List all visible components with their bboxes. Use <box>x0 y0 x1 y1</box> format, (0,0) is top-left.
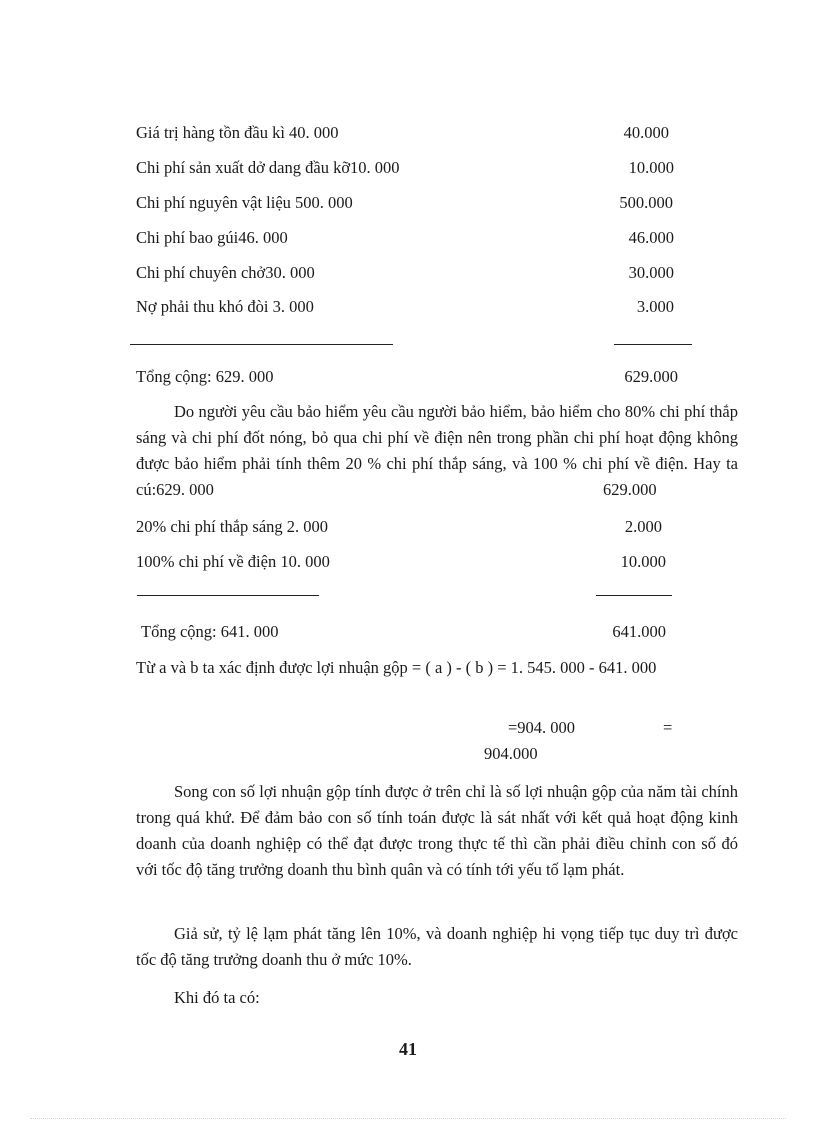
gross-profit-value: 904.000 <box>484 744 538 763</box>
paragraph-adjustment-text: Song con số lợi nhuận gộp tính được ở trên chỉ là số lợi nhuận gộp của năm tài chính trong quá khứ. Để đảm bảo con số tính toán được là sát nhất với kết quả hoạt động kinh doanh của doanh nghiệp có thể đạt được trong thực tế thì cần phải điều chỉnh con số đó với tốc độ tăng trưởng doanh thu bình quân và có tính tới yếu tố lạm phát. <box>136 782 738 879</box>
total-amount: 629.000 <box>624 367 678 386</box>
cost-item-label: Chi phí bao gúi46. 000 <box>136 228 288 247</box>
cost-item-label: Nợ phải thu khó đòi 3. 000 <box>136 297 314 316</box>
extra-item-amount: 2.000 <box>624 517 662 536</box>
cost-item-amount: 40.000 <box>623 123 669 142</box>
cost-item-label: Chi phí sản xuất dở dang đầu kỡ10. 000 <box>136 158 400 177</box>
cost-item-label: Chi phí nguyên vật liệu 500. 000 <box>136 193 353 212</box>
cost-item-amount: 10.000 <box>628 158 674 177</box>
gross-profit-equals: = <box>663 718 673 737</box>
total-amount: 641.000 <box>612 622 666 641</box>
gross-profit-line: Từ a và b ta xác định được lợi nhuận gộp = ( a ) - ( b ) = 1. 545. 000 - 641. 000 <box>136 658 657 677</box>
cost-item-amount: 46.000 <box>628 228 674 247</box>
paragraph-inflation-text: Giả sử, tỷ lệ lạm phát tăng lên 10%, và doanh nghiệp hi vọng tiếp tục duy trì được tốc độ tăng trưởng doanh thu ở mức 10%. <box>136 924 738 969</box>
total-label: Tổng cộng: 629. 000 <box>136 367 274 386</box>
separator-rule-right <box>596 595 672 596</box>
separator-rule-left <box>137 595 319 596</box>
extra-item-label: 100% chi phí về điện 10. 000 <box>136 552 330 571</box>
paragraph-conclusion-text: Khi đó ta có: <box>174 988 260 1007</box>
cost-item-label: Giá trị hàng tồn đầu kì 40. 000 <box>136 123 339 142</box>
paragraph-adjustment <box>136 779 738 883</box>
extra-item-amount: 10.000 <box>620 552 666 571</box>
cost-item-amount: 3.000 <box>636 297 674 316</box>
gross-profit-result: =904. 000 <box>508 718 576 737</box>
separator-rule-left <box>130 344 393 345</box>
paragraph-insurance <box>136 399 738 503</box>
page-bottom-border <box>30 1118 786 1119</box>
extra-item-label: 20% chi phí thắp sáng 2. 000 <box>136 517 329 536</box>
cost-item-amount: 500.000 <box>619 193 673 212</box>
paragraph-insurance-amount: 629.000 <box>603 480 657 499</box>
paragraph-insurance-text: Do người yêu cầu bảo hiểm yêu cầu người bảo hiểm, bảo hiểm cho 80% chi phí thắp sáng và chi phí đốt nóng, bỏ qua chi phí về điện nên trong phần chi phí hoạt động không được bảo hiểm phải tính thêm 20 % chi phí thắp sáng, và 100 % chi phí về điện. Hay ta cú:629. 000 <box>136 402 738 499</box>
cost-item-label: Chi phí chuyên chở30. 000 <box>136 263 315 282</box>
total-label: Tổng cộng: 641. 000 <box>141 622 279 641</box>
cost-item-amount: 30.000 <box>628 263 674 282</box>
paragraph-inflation <box>136 921 738 973</box>
page-number: 41 <box>399 1039 417 1059</box>
separator-rule-right <box>614 344 692 345</box>
paragraph-conclusion <box>136 985 738 1011</box>
